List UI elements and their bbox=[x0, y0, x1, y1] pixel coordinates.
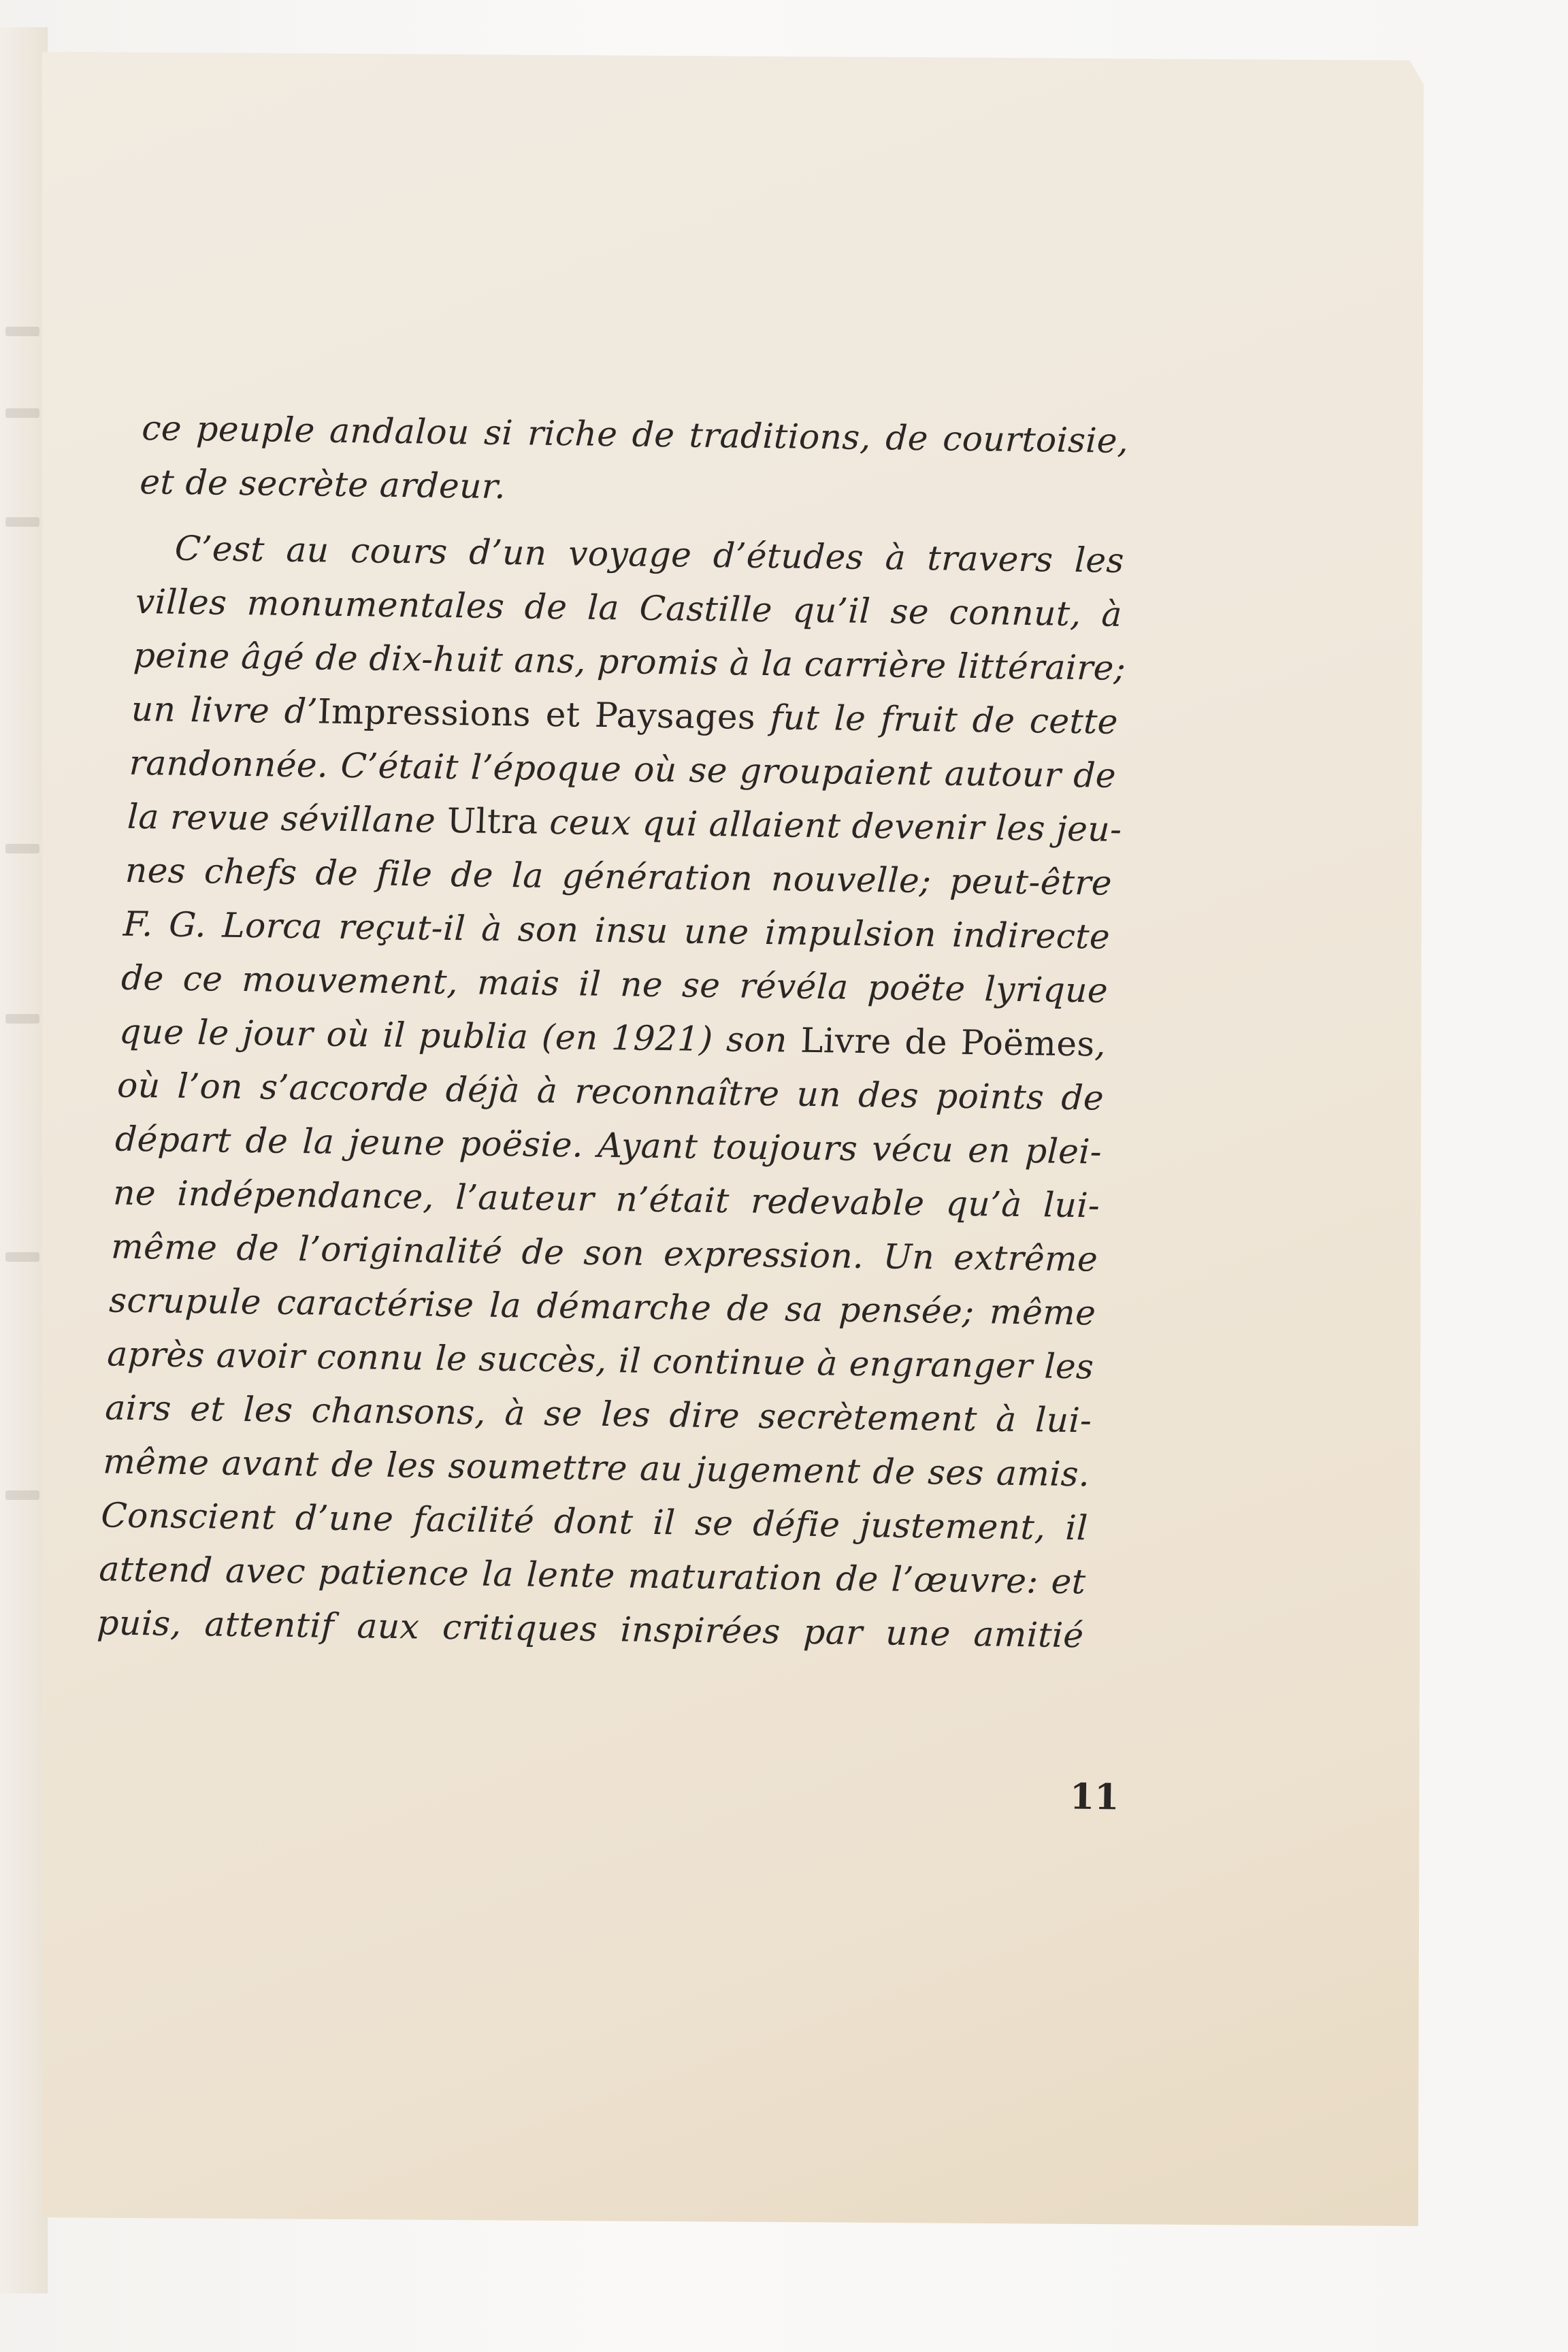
text-segment: que le jour où il publia (en 1921) son bbox=[118, 1011, 802, 1060]
text-segment: airs et les chansons, à se les dire secrètement à lui- bbox=[104, 1388, 1093, 1441]
text-segment: de ce mouvement, mais il ne se révéla poëte lyrique bbox=[120, 958, 1109, 1011]
text-segment: peine âgé de dix-huit ans, promis à la carrière littéraire; bbox=[132, 635, 1127, 688]
text-segment: scrupule caractérise la démarche de sa pensée; même bbox=[108, 1280, 1097, 1333]
text-segment: fut le fruit de cette bbox=[755, 697, 1120, 742]
previous-page-text-fragment bbox=[5, 327, 39, 336]
text-segment: villes monumentales de la Castille qu’il se connut, à bbox=[134, 581, 1123, 634]
text-segment: départ de la jeune poësie. Ayant toujours vécu en plei- bbox=[114, 1119, 1103, 1172]
text-segment: C’est au cours d’un voyage d’études à travers les bbox=[174, 528, 1125, 581]
text-segment: F. G. Lorca reçut-il à son insu une impulsion indirecte bbox=[122, 904, 1111, 957]
page-number: 11 bbox=[1069, 1776, 1120, 1818]
text-segment: nes chefs de file de la génération nouvelle; peut-être bbox=[125, 850, 1113, 903]
previous-page-text-fragment bbox=[5, 517, 39, 527]
text-segment: et de secrète ardeur. bbox=[139, 461, 507, 506]
text-segment: où l’on s’accorde déjà à reconnaître un des points de bbox=[116, 1065, 1105, 1118]
text-segment: ce peuple andalou si riche de traditions, de courtoisie, bbox=[141, 408, 1130, 461]
text-segment: un livre d’ bbox=[130, 689, 318, 732]
previous-page-edge bbox=[0, 27, 48, 2293]
title-text: Ultra bbox=[446, 800, 540, 842]
text-segment: ne indépendance, l’auteur n’était redevable qu’à lui- bbox=[112, 1173, 1101, 1226]
text-segment: randonnée. C’était l’époque où se groupaient autour de bbox=[128, 742, 1117, 796]
text-segment: même avant de les soumettre au jugement de ses amis. bbox=[102, 1441, 1091, 1494]
previous-page-text-fragment bbox=[5, 1252, 39, 1262]
title-text: Impressions et Paysages bbox=[316, 691, 757, 737]
previous-page-text-fragment bbox=[5, 408, 39, 418]
previous-page-text-fragment bbox=[5, 844, 39, 853]
text-segment: puis, attentif aux critiques inspirées par une amitié bbox=[96, 1603, 1085, 1656]
text-segment: Conscient d’une facilité dont il se défie justement, il bbox=[100, 1495, 1089, 1548]
text-segment: ceux qui allaient devenir les jeu- bbox=[537, 802, 1123, 849]
previous-page-text-fragment bbox=[5, 1014, 39, 1024]
previous-page-text-fragment bbox=[5, 1490, 39, 1500]
text-segment: , bbox=[1094, 1024, 1107, 1064]
title-text: Livre de Poëmes bbox=[800, 1020, 1096, 1064]
body-text bbox=[96, 402, 1130, 1663]
text-segment: attend avec patience la lente maturation de l’œuvre: et bbox=[98, 1549, 1087, 1602]
text-segment: même de l’originalité de son expression. Un extrême bbox=[110, 1226, 1099, 1279]
text-segment: après avoir connu le succès, il continue à engranger les bbox=[106, 1334, 1095, 1387]
text-segment: la revue sévillane bbox=[127, 796, 448, 840]
